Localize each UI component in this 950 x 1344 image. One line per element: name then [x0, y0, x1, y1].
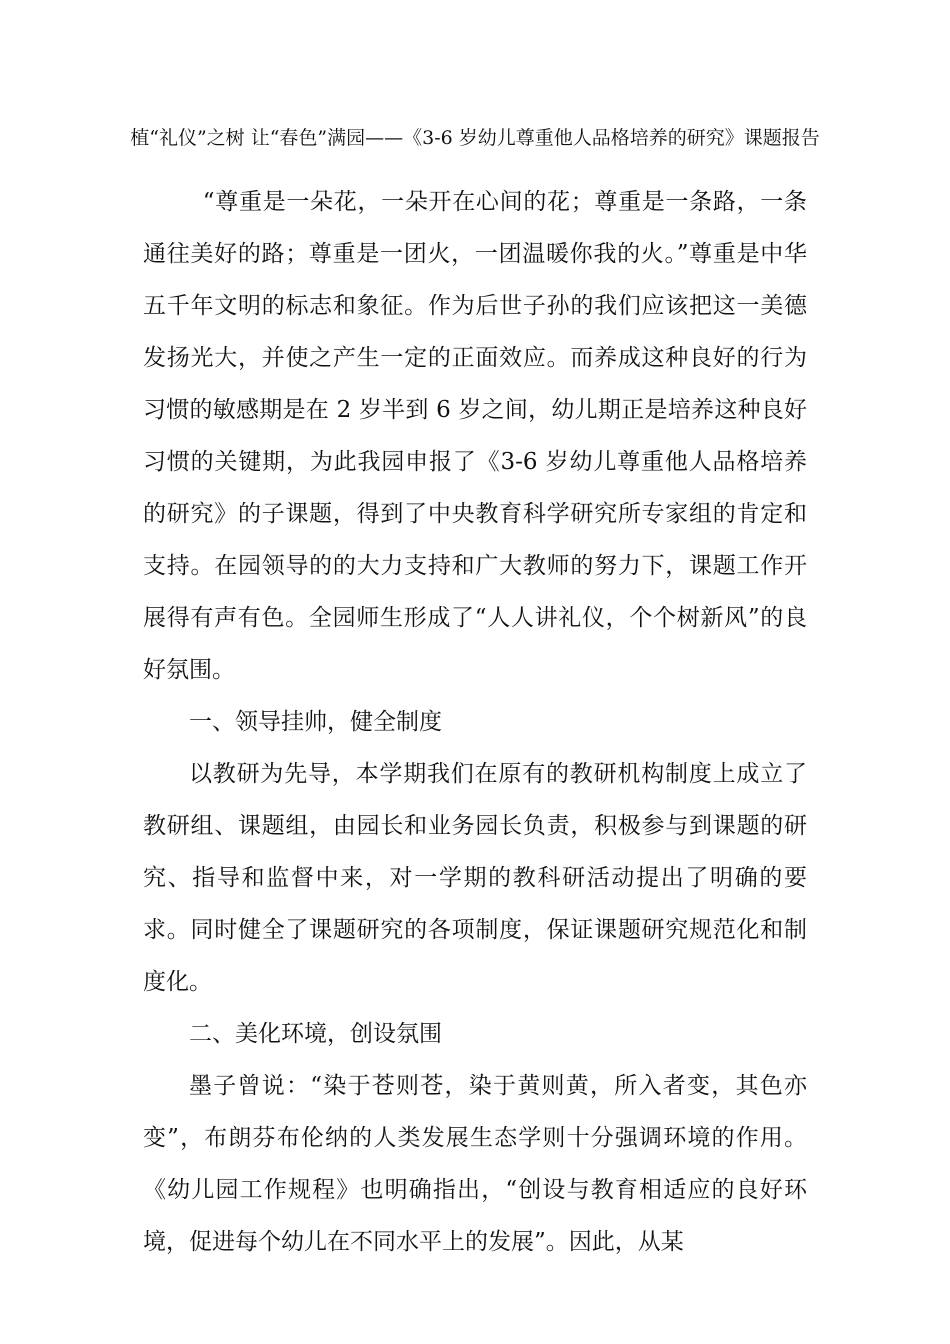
paragraph-section-2: 墨子曾说：“染于苍则苍，染于黄则黄，所入者变，其色亦变”，布朗芬布伦纳的人类发展生态学则十分强调环境的作用。《幼儿园工作规程》也明确指出，“创设与教育相适应的良好环境，促进每个幼儿在不同水平上的发展”。因此，从某: [143, 1073, 807, 1255]
document-title: 植“礼仪”之树 让“春色”满园——《3-6 岁幼儿尊重他人品格培养的研究》课题报告: [130, 127, 820, 149]
section-heading-1: 一、领导挂帅，健全制度: [189, 709, 442, 735]
document-body: [143, 176, 807, 1268]
paragraph-section-1: 以教研为先导，本学期我们在原有的教研机构制度上成立了教研组、课题组，由园长和业务园长负责，积极参与到课题的研究、指导和监督中来，对一学期的教科研活动提出了明确的要求。同时健全了课题研究的各项制度，保证课题研究规范化和制度化。: [143, 761, 807, 995]
section-heading-2: 二、美化环境，创设氛围: [189, 1021, 442, 1047]
paragraph-intro: “尊重是一朵花，一朵开在心间的花；尊重是一条路，一条通往美好的路；尊重是一团火，一团温暖你我的火。”尊重是中华五千年文明的标志和象征。作为后世子孙的我们应该把这一美德发扬光大，并使之产生一定的正面效应。而养成这种良好的行为习惯的敏感期是在 2 岁半到 6 岁之间，幼儿期正是培养这种良好习惯的关键期，为此我园申报了《3-6 岁幼儿尊重他人品格培养的研究》的子课题，得到了中央教育科学研究所专家组的肯定和支持。在园领导的的大力支持和广大教师的努力下，课题工作开展得有声有色。全园师生形成了“人人讲礼仪，个个树新风”的良好氛围。: [143, 189, 807, 683]
